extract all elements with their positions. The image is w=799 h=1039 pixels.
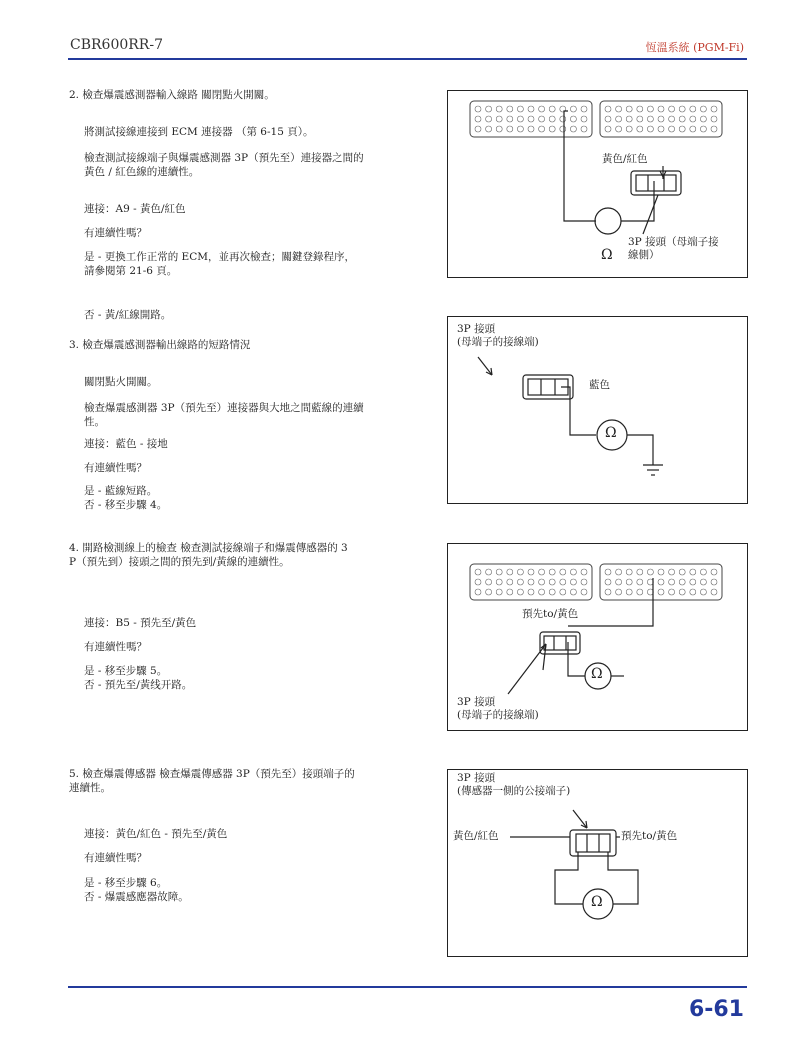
step2-no: 否 - 黃/紅線開路。 bbox=[84, 309, 172, 321]
step3-p2b: 性。 bbox=[84, 416, 105, 428]
page-number: 6-61 bbox=[688, 997, 744, 1022]
diagram-step3 bbox=[447, 316, 748, 504]
step5-title-a: 5. 檢查爆震傳感器 檢查爆震傳感器 3P（預先至）接頭端子的 bbox=[69, 768, 355, 780]
ohm-symbol: Ω bbox=[591, 666, 603, 682]
diagram-step5 bbox=[447, 769, 748, 957]
step3-p1: 關閉點火開關。 bbox=[84, 376, 158, 388]
step4-title-a: 4. 開路檢測線上的檢查 檢查測試接線端子和爆震傳感器的 3 bbox=[69, 542, 348, 554]
step3-yes: 是 - 藍線短路。 bbox=[84, 485, 158, 497]
step5-question: 有連續性嗎？ bbox=[84, 852, 147, 864]
diagram-step2 bbox=[447, 90, 748, 278]
step3-no: 否 - 移至步驟 4。 bbox=[84, 499, 168, 511]
step2-p2a: 檢查測試接線端子與爆震感測器 3P（預先至）連接器之間的 bbox=[84, 152, 364, 164]
section-title: 恆溫系統 (PGM-Fi) bbox=[645, 41, 744, 54]
connector-label-a: 3P 接頭 bbox=[457, 696, 496, 708]
connector-label-b: 線側） bbox=[628, 249, 660, 261]
step3-title: 3. 檢查爆震感測器輸出線路的短路情況 bbox=[69, 339, 251, 351]
footer-rule bbox=[68, 986, 747, 988]
diagram-title-b: (母端子的接線端) bbox=[457, 336, 539, 348]
step2-connect: 連接：A9 - 黃色/紅色 bbox=[84, 203, 186, 215]
step4-no: 否 - 預先至/黃线开路。 bbox=[84, 679, 193, 691]
ohm-symbol: Ω bbox=[601, 247, 613, 263]
right-label-pre-yellow: 預先to/黃色 bbox=[621, 830, 678, 842]
wire-label-blue: 藍色 bbox=[589, 379, 610, 391]
diagram-title-b: (傳感器一側的公接端子) bbox=[457, 785, 571, 797]
step2-yes-a: 是 - 更換工作正常的 ECM，並再次檢查；關鍵登錄程序， bbox=[84, 251, 356, 263]
left-label-yellow-red: 黃色/紅色 bbox=[453, 830, 499, 842]
diagram-title-a: 3P 接頭 bbox=[457, 323, 496, 335]
ecm-connector-diagram bbox=[448, 91, 747, 277]
ohm-symbol: Ω bbox=[591, 894, 603, 910]
step2-p2b: 黃色 / 紅色線的連續性。 bbox=[84, 166, 200, 178]
wire-label-yellow-red: 黃色/紅色 bbox=[602, 153, 648, 165]
header-rule bbox=[68, 58, 747, 60]
step3-p2a: 檢查爆震感測器 3P（預先至）連接器與大地之間藍線的連續 bbox=[84, 402, 364, 414]
ohm-symbol: Ω bbox=[605, 425, 617, 441]
wire-label-pre-yellow: 預先to/黃色 bbox=[522, 608, 579, 620]
step4-yes: 是 - 移至步驟 5。 bbox=[84, 665, 168, 677]
step5-title-b: 連續性。 bbox=[69, 782, 111, 794]
step5-connect: 連接：黃色/紅色 - 預先至/黃色 bbox=[84, 828, 228, 840]
model-title: CBR600RR-7 bbox=[70, 37, 163, 53]
step4-title-b: P（預先到）接頭之間的預先到/黃線的連續性。 bbox=[69, 556, 290, 568]
connector-label-a: 3P 接頭（母端子接 bbox=[628, 236, 719, 248]
step4-question: 有連續性嗎？ bbox=[84, 641, 147, 653]
diagram-step4 bbox=[447, 543, 748, 731]
step5-yes: 是 - 移至步驟 6。 bbox=[84, 877, 168, 889]
step3-question: 有連續性嗎？ bbox=[84, 462, 147, 474]
step2-title: 2. 檢查爆震感測器輸入線路 關閉點火開關。 bbox=[69, 89, 275, 101]
step3-connect: 連接：藍色 - 接地 bbox=[84, 438, 168, 450]
diagram-title-a: 3P 接頭 bbox=[457, 772, 496, 784]
step2-yes-b: 請參閱第 21-6 頁。 bbox=[84, 265, 178, 277]
step2-p1: 將測試接線連接到 ECM 連接器 （第 6-15 頁）。 bbox=[84, 126, 314, 138]
step2-question: 有連續性嗎？ bbox=[84, 227, 147, 239]
step5-no: 否 - 爆震感應器故障。 bbox=[84, 891, 189, 903]
step4-connect: 連接：B5 - 預先至/黃色 bbox=[84, 617, 197, 629]
connector-label-b: (母端子的接線端) bbox=[457, 709, 539, 721]
